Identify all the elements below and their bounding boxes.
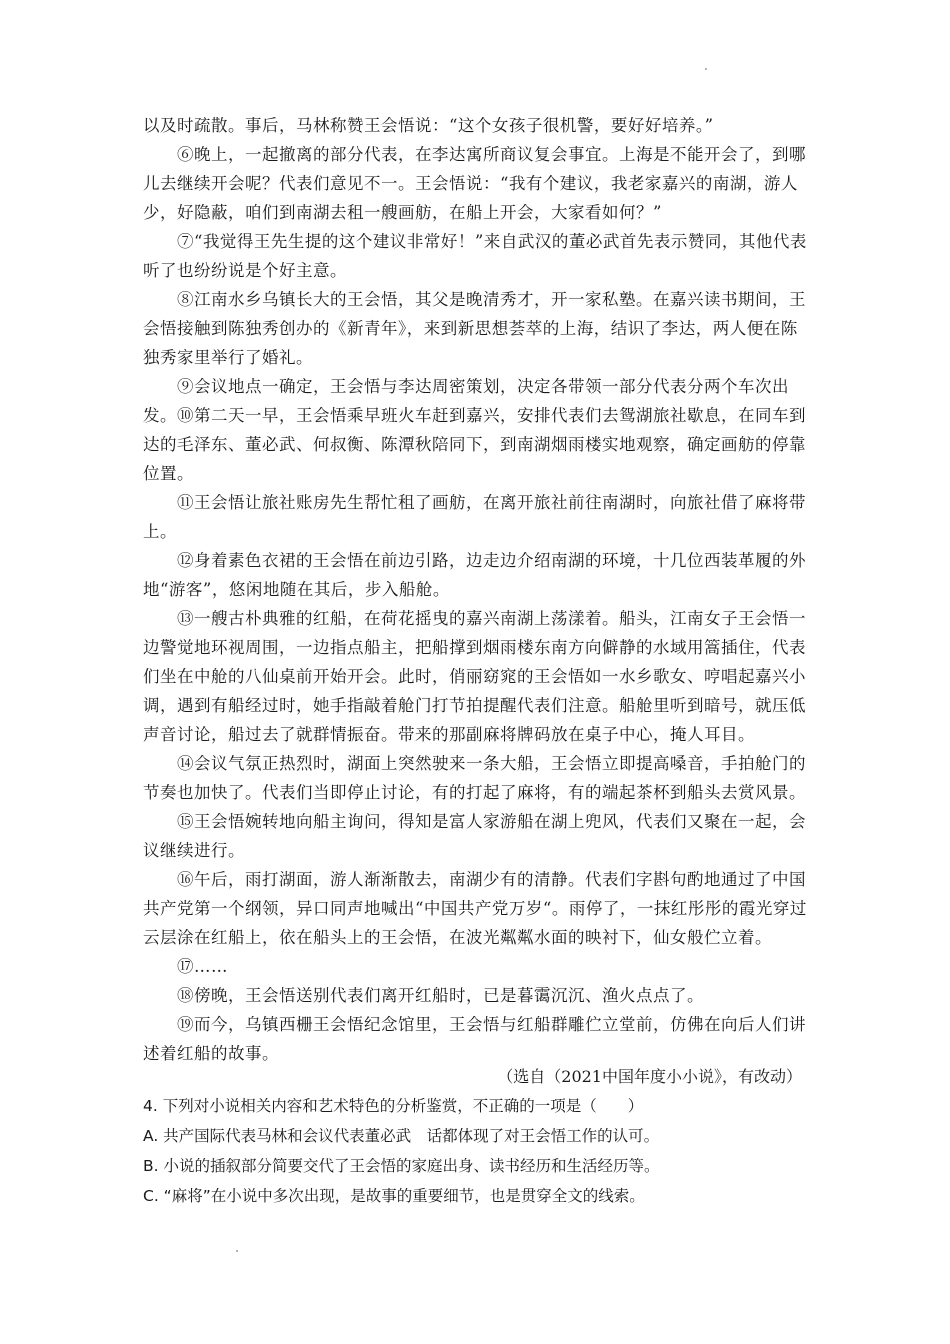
paragraph-8: ⑧江南水乡乌镇长大的王会悟，其父是晚清秀才，开一家私塾。在嘉兴读书期间，王会悟接触到陈独秀创办的《新青年》，来到新思想荟萃的上海，结识了李达，两人便在陈独秀家里举行了婚礼。 (143, 290, 806, 367)
paragraph-16: ⑯午后，雨打湖面，游人渐渐散去，南湖少有的清静。代表们字斟句酌地通过了中国共产党第一个纲领，异口同声地喊出“中国共产党万岁“。雨停了，一抹红彤彤的霞光穿过云层涂在红船上，依在船头上的王会悟，在波光粼粼水面的映衬下，仙女般伫立着。 (143, 870, 807, 947)
paragraph-13: ⑬一艘古朴典雅的红船，在荷花摇曳的嘉兴南湖上荡漾着。船头，江南女子王会悟一边警觉地环视周围，一边指点船主，把船撑到烟雨楼东南方向僻静的水域用篙插住，代表们坐在中舱的八仙桌前开始开会。此时，俏丽窈窕的王会悟如一水乡歌女、哼唱起嘉兴小调，遇到有船经过时，她手指敲着舱门打节拍提醒代表们注意。船舱里听到暗号，就压低声音讨论，船过去了就群情振奋。带来的那副麻将牌码放在桌子中心，掩人耳目。 (143, 609, 806, 744)
question-stem: 4. 下列对小说相关内容和艺术特色的分析鉴赏，不正确的一项是（ ） (143, 1097, 644, 1115)
paragraph-19: ⑲而今，乌镇西栅王会悟纪念馆里，王会悟与红船群雕伫立堂前，仿佛在向后人们讲述着红船的故事。 (143, 1015, 806, 1063)
option-b: B. 小说的插叙部分简要交代了王会悟的家庭出身、读书经历和生活经历等。 (143, 1157, 660, 1175)
paragraph-12: ⑫身着素色衣裙的王会悟在前边引路，边走边介绍南湖的环境，十几位西装革履的外地“游客”，悠闲地随在其后，步入船舱。 (143, 551, 806, 599)
option-a: A. 共产国际代表马林和会议代表董必武 话都体现了对王会悟工作的认可。 (143, 1127, 660, 1145)
paragraph-17: ⑰…… (177, 957, 228, 976)
option-c: C. “麻将”在小说中多次出现，是故事的重要细节，也是贯穿全文的线索。 (143, 1187, 645, 1205)
scan-dot (705, 68, 707, 70)
source-citation: （选自（2021中国年度小小说》，有改动） (497, 1067, 802, 1086)
paragraph-14: ⑭会议气氛正热烈时，湖面上突然驶来一条大船，王会悟立即提高嗓音，手拍舱门的节奏也加快了。代表们当即停止讨论，有的打起了麻将，有的端起茶杯到船头去赏风景。 (143, 754, 806, 802)
paragraph-9: ⑨会议地点一确定，王会悟与李达周密策划，决定各带领一部分代表分两个车次出发。 (143, 377, 789, 425)
paragraph-11: ⑪王会悟让旅社账房先生帮忙租了画舫，在离开旅社前往南湖时，向旅社借了麻将带上。 (143, 493, 806, 541)
paragraph-continuation: 以及时疏散。事后，马林称赞王会悟说：“这个女孩子很机警，要好好培养。” (143, 116, 714, 135)
paragraph-6: ⑥晚上，一起撤离的部分代表，在李达寓所商议复会事宜。上海是不能开会了，到哪儿去继续开会呢？代表们意见不一。王会悟说：“我有个建议，我老家嘉兴的南湖，游人少，好隐蔽，咱们到南湖去租一艘画舫，在船上开会，大家看如何？” (143, 145, 806, 222)
paragraph-10: ⑩第二天一早，王会悟乘早班火车赶到嘉兴，安排代表们去鸳湖旅社歇息，在同车到达的毛泽东、董必武、何叔衡、陈潭秋陪同下，到南湖烟雨楼实地观察，确定画舫的停靠位置。 (143, 406, 806, 483)
paragraph-18: ⑱傍晚，王会悟送别代表们离开红船时，已是暮霭沉沉、渔火点点了。 (177, 986, 704, 1005)
paragraph-7: ⑦“我觉得王先生提的这个建议非常好！”来自武汉的董必武首先表示赞同，其他代表听了也纷纷说是个好主意。 (143, 232, 807, 280)
scan-dot (236, 1250, 238, 1252)
paragraph-15: ⑮王会悟婉转地向船主询问，得知是富人家游船在湖上兜风，代表们又聚在一起，会议继续进行。 (143, 812, 806, 860)
